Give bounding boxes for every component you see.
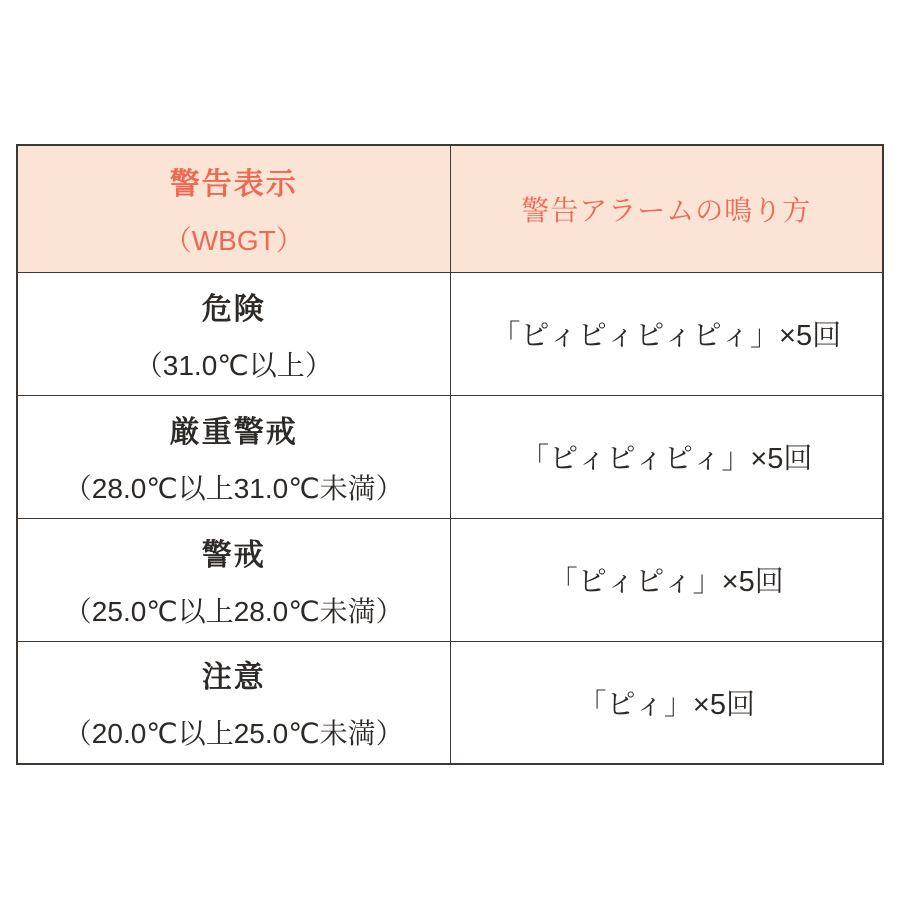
level-range: （20.0℃以上25.0℃未満） <box>63 718 404 750</box>
table-row-caution <box>17 641 883 764</box>
alarm-cell-warning <box>450 518 883 641</box>
level-name: 注意 <box>201 661 266 695</box>
table-row-warning <box>17 518 883 641</box>
header-wbgt-label: （WBGT） <box>163 224 304 256</box>
alarm-cell-caution <box>450 641 883 764</box>
alarm-pattern: 「ピィピィピィピィ」×5回 <box>491 320 842 352</box>
level-range: （28.0℃以上31.0℃未満） <box>63 472 404 504</box>
header-warning-display-title: 警告表示 <box>169 167 298 201</box>
level-cell-caution <box>17 641 450 764</box>
table-row-danger <box>17 272 883 395</box>
table-header-row <box>17 145 883 272</box>
alarm-pattern: 「ピィ」×5回 <box>577 688 755 721</box>
level-range: （31.0℃以上） <box>134 349 333 381</box>
level-cell-severe-warning <box>17 395 450 518</box>
header-cell-alarm-sound <box>450 145 883 272</box>
level-cell-danger <box>17 272 450 395</box>
alarm-cell-severe-warning <box>450 395 883 518</box>
wbgt-alarm-table <box>16 144 884 765</box>
header-cell-warning-display <box>17 145 450 272</box>
level-cell-warning <box>17 518 450 641</box>
alarm-pattern: 「ピィピィ」×5回 <box>548 566 784 598</box>
level-name: 警戒 <box>201 538 266 572</box>
header-alarm-sound-title: 警告アラームの鳴り方 <box>521 194 812 226</box>
table-row-severe-warning <box>17 395 883 518</box>
level-name: 厳重警戒 <box>169 415 298 449</box>
level-range: （25.0℃以上28.0℃未満） <box>63 595 404 627</box>
alarm-cell-danger <box>450 272 883 395</box>
level-name: 危険 <box>201 292 266 326</box>
alarm-pattern: 「ピィピィピィ」×5回 <box>520 443 813 475</box>
